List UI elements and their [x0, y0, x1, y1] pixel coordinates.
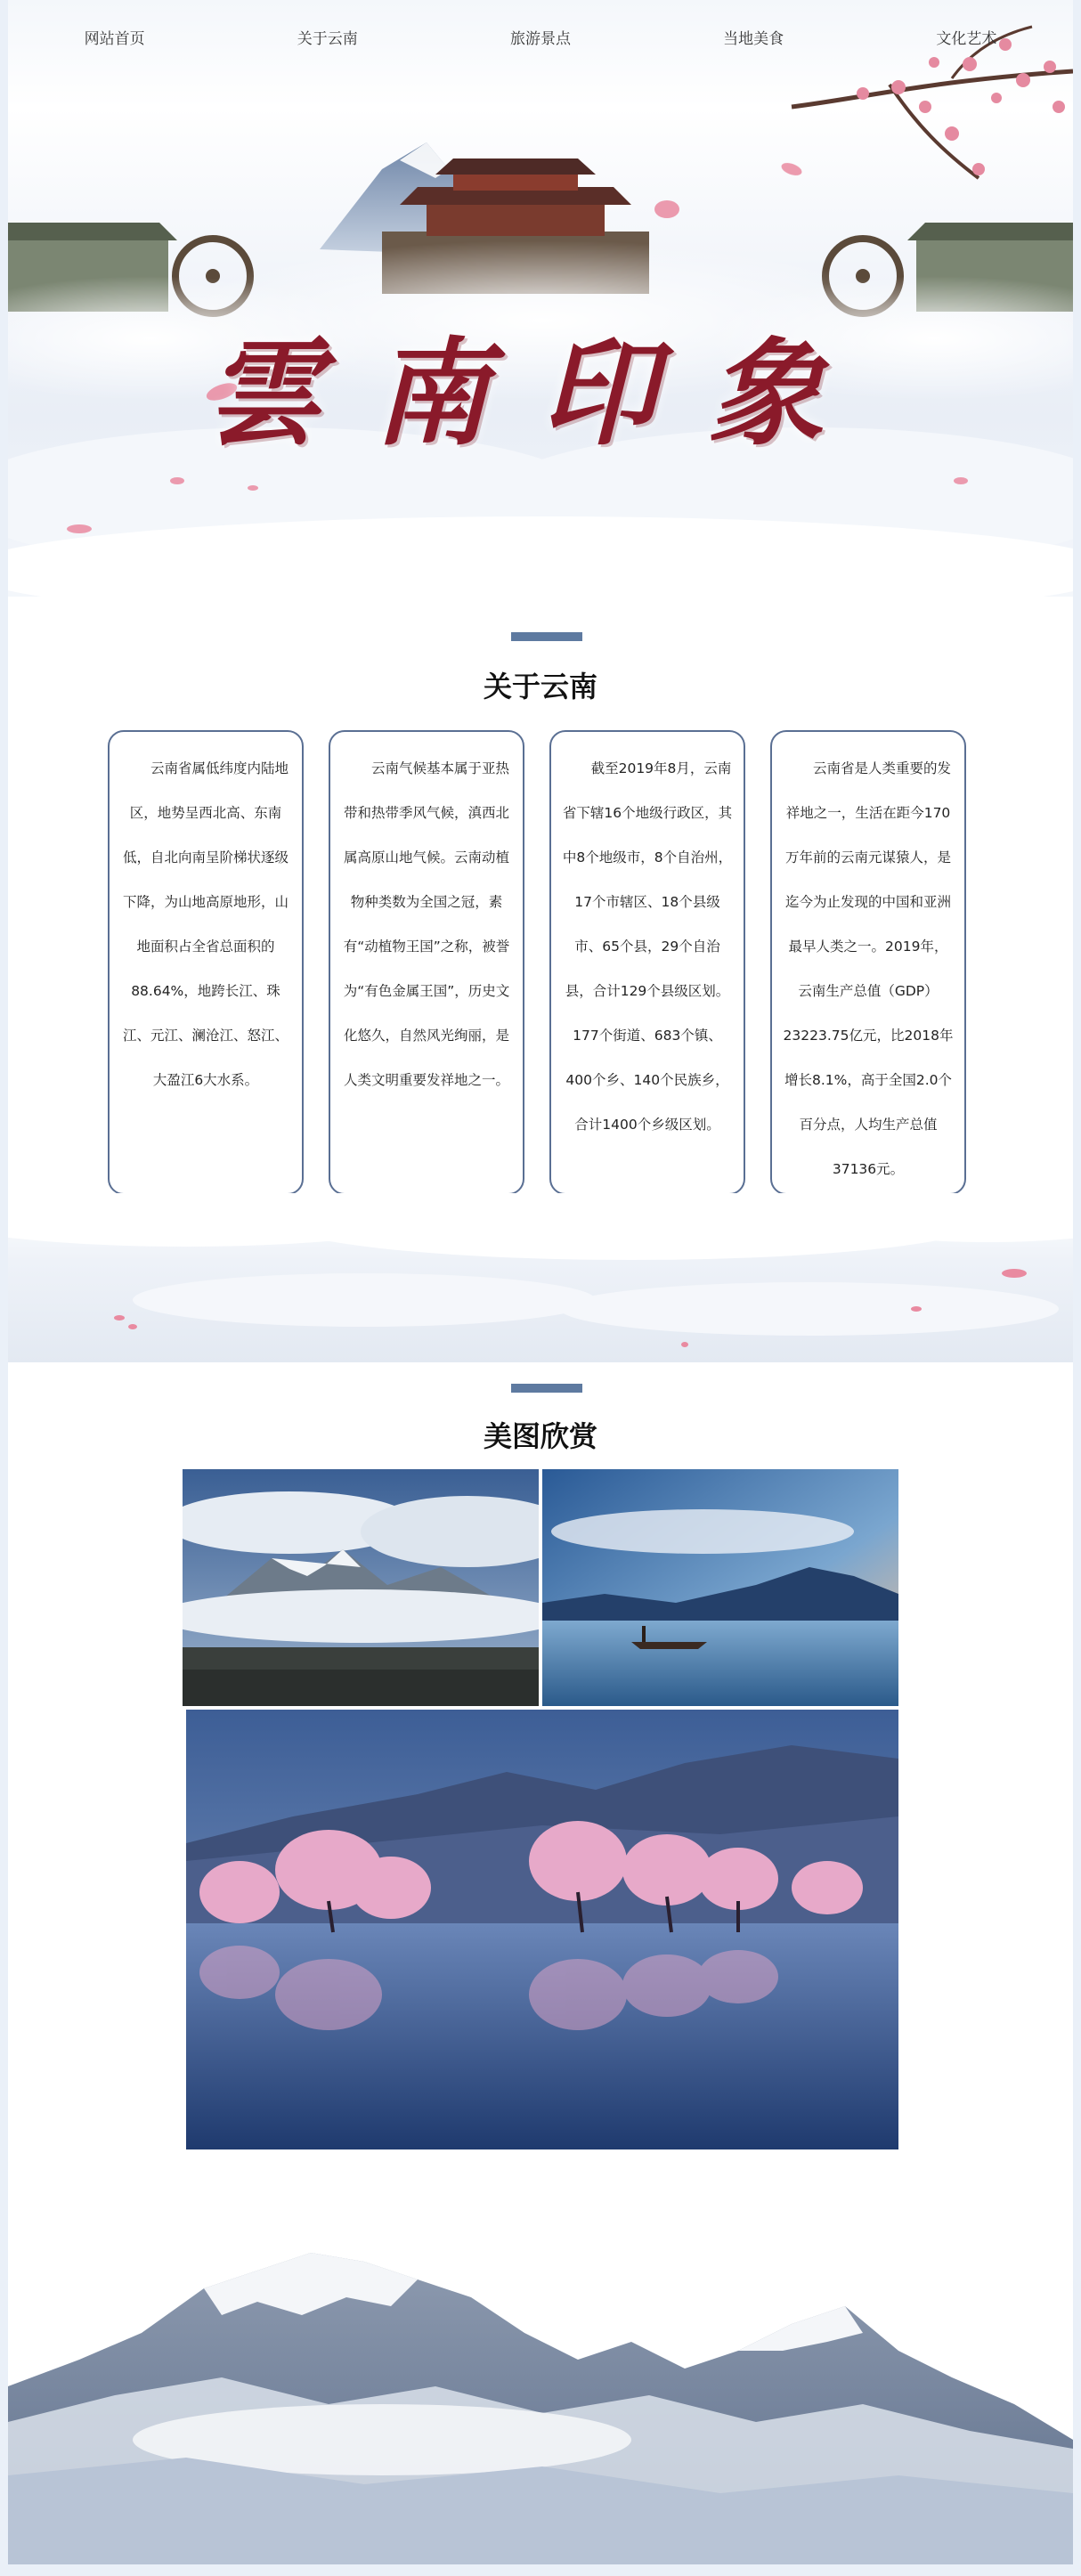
hero-illustration — [8, 0, 1073, 597]
hero-banner — [8, 0, 1073, 597]
nav-item-home[interactable]: 网站首页 — [84, 29, 145, 48]
lake-boat-sunset-photo[interactable] — [542, 1469, 898, 1706]
nav-item-food[interactable]: 当地美食 — [723, 29, 784, 48]
pink-trees-lake-reflection-photo[interactable] — [186, 1710, 898, 2149]
about-card-text: 云南省是人类重要的发祥地之一，生活在距今170万年前的云南元谋猿人，是迄今为止发现的中国和亚洲最早人类之一。2019年，云南生产总值（GDP）23223.75亿元，比2018年增长8.1%，高于全国2.0个百分点，人均生产总值37136元。 — [783, 760, 954, 1177]
about-card — [329, 730, 524, 1195]
nav-item-culture[interactable]: 文化艺术 — [936, 29, 997, 48]
about-card — [770, 730, 966, 1195]
nav-item-attractions[interactable]: 旅游景点 — [509, 29, 571, 48]
about-cards — [108, 730, 973, 1197]
about-section-bar — [511, 632, 582, 641]
about-section-title: 关于云南 — [483, 670, 597, 703]
about-card-text: 云南气候基本属于亚热带和热带季风气候，滇西北属高原山地气候。云南动植物种类数为全国之冠，素有“动植物王国”之称，被誉为“有色金属王国”，历史文化悠久，自然风光绚丽，是人类文明重要发祥地之一。 — [343, 760, 510, 1088]
gallery-section-bar — [511, 1384, 582, 1393]
nav-item-about[interactable]: 关于云南 — [297, 29, 358, 48]
about-card — [108, 730, 304, 1195]
top-nav — [8, 12, 1073, 61]
snow-mountain-clouds-photo[interactable] — [183, 1469, 539, 1706]
about-card — [549, 730, 745, 1195]
gallery-section-title: 美图欣赏 — [483, 1419, 597, 1453]
hero-title: 雲南印象 — [205, 325, 875, 461]
about-card-text: 截至2019年8月，云南省下辖16个地级行政区，其中8个地级市，8个自治州，17个市辖区、18个县级市、65个县，29个自治县，合计129个县级区划。177个街道、683个镇、400个乡、140个民族乡，合计1400个乡级区划。 — [562, 760, 733, 1133]
cloud-divider — [8, 1193, 1073, 1362]
page — [8, 0, 1073, 2564]
snow-mountain-footer-illustration — [8, 2226, 1073, 2564]
about-card-text: 云南省属低纬度内陆地区，地势呈西北高、东南低，自北向南呈阶梯状逐级下降，为山地高原地形，山地面积占全省总面积的88.64%，地跨长江、珠江、元江、澜沧江、怒江、大盈江6大水系。 — [122, 760, 289, 1088]
